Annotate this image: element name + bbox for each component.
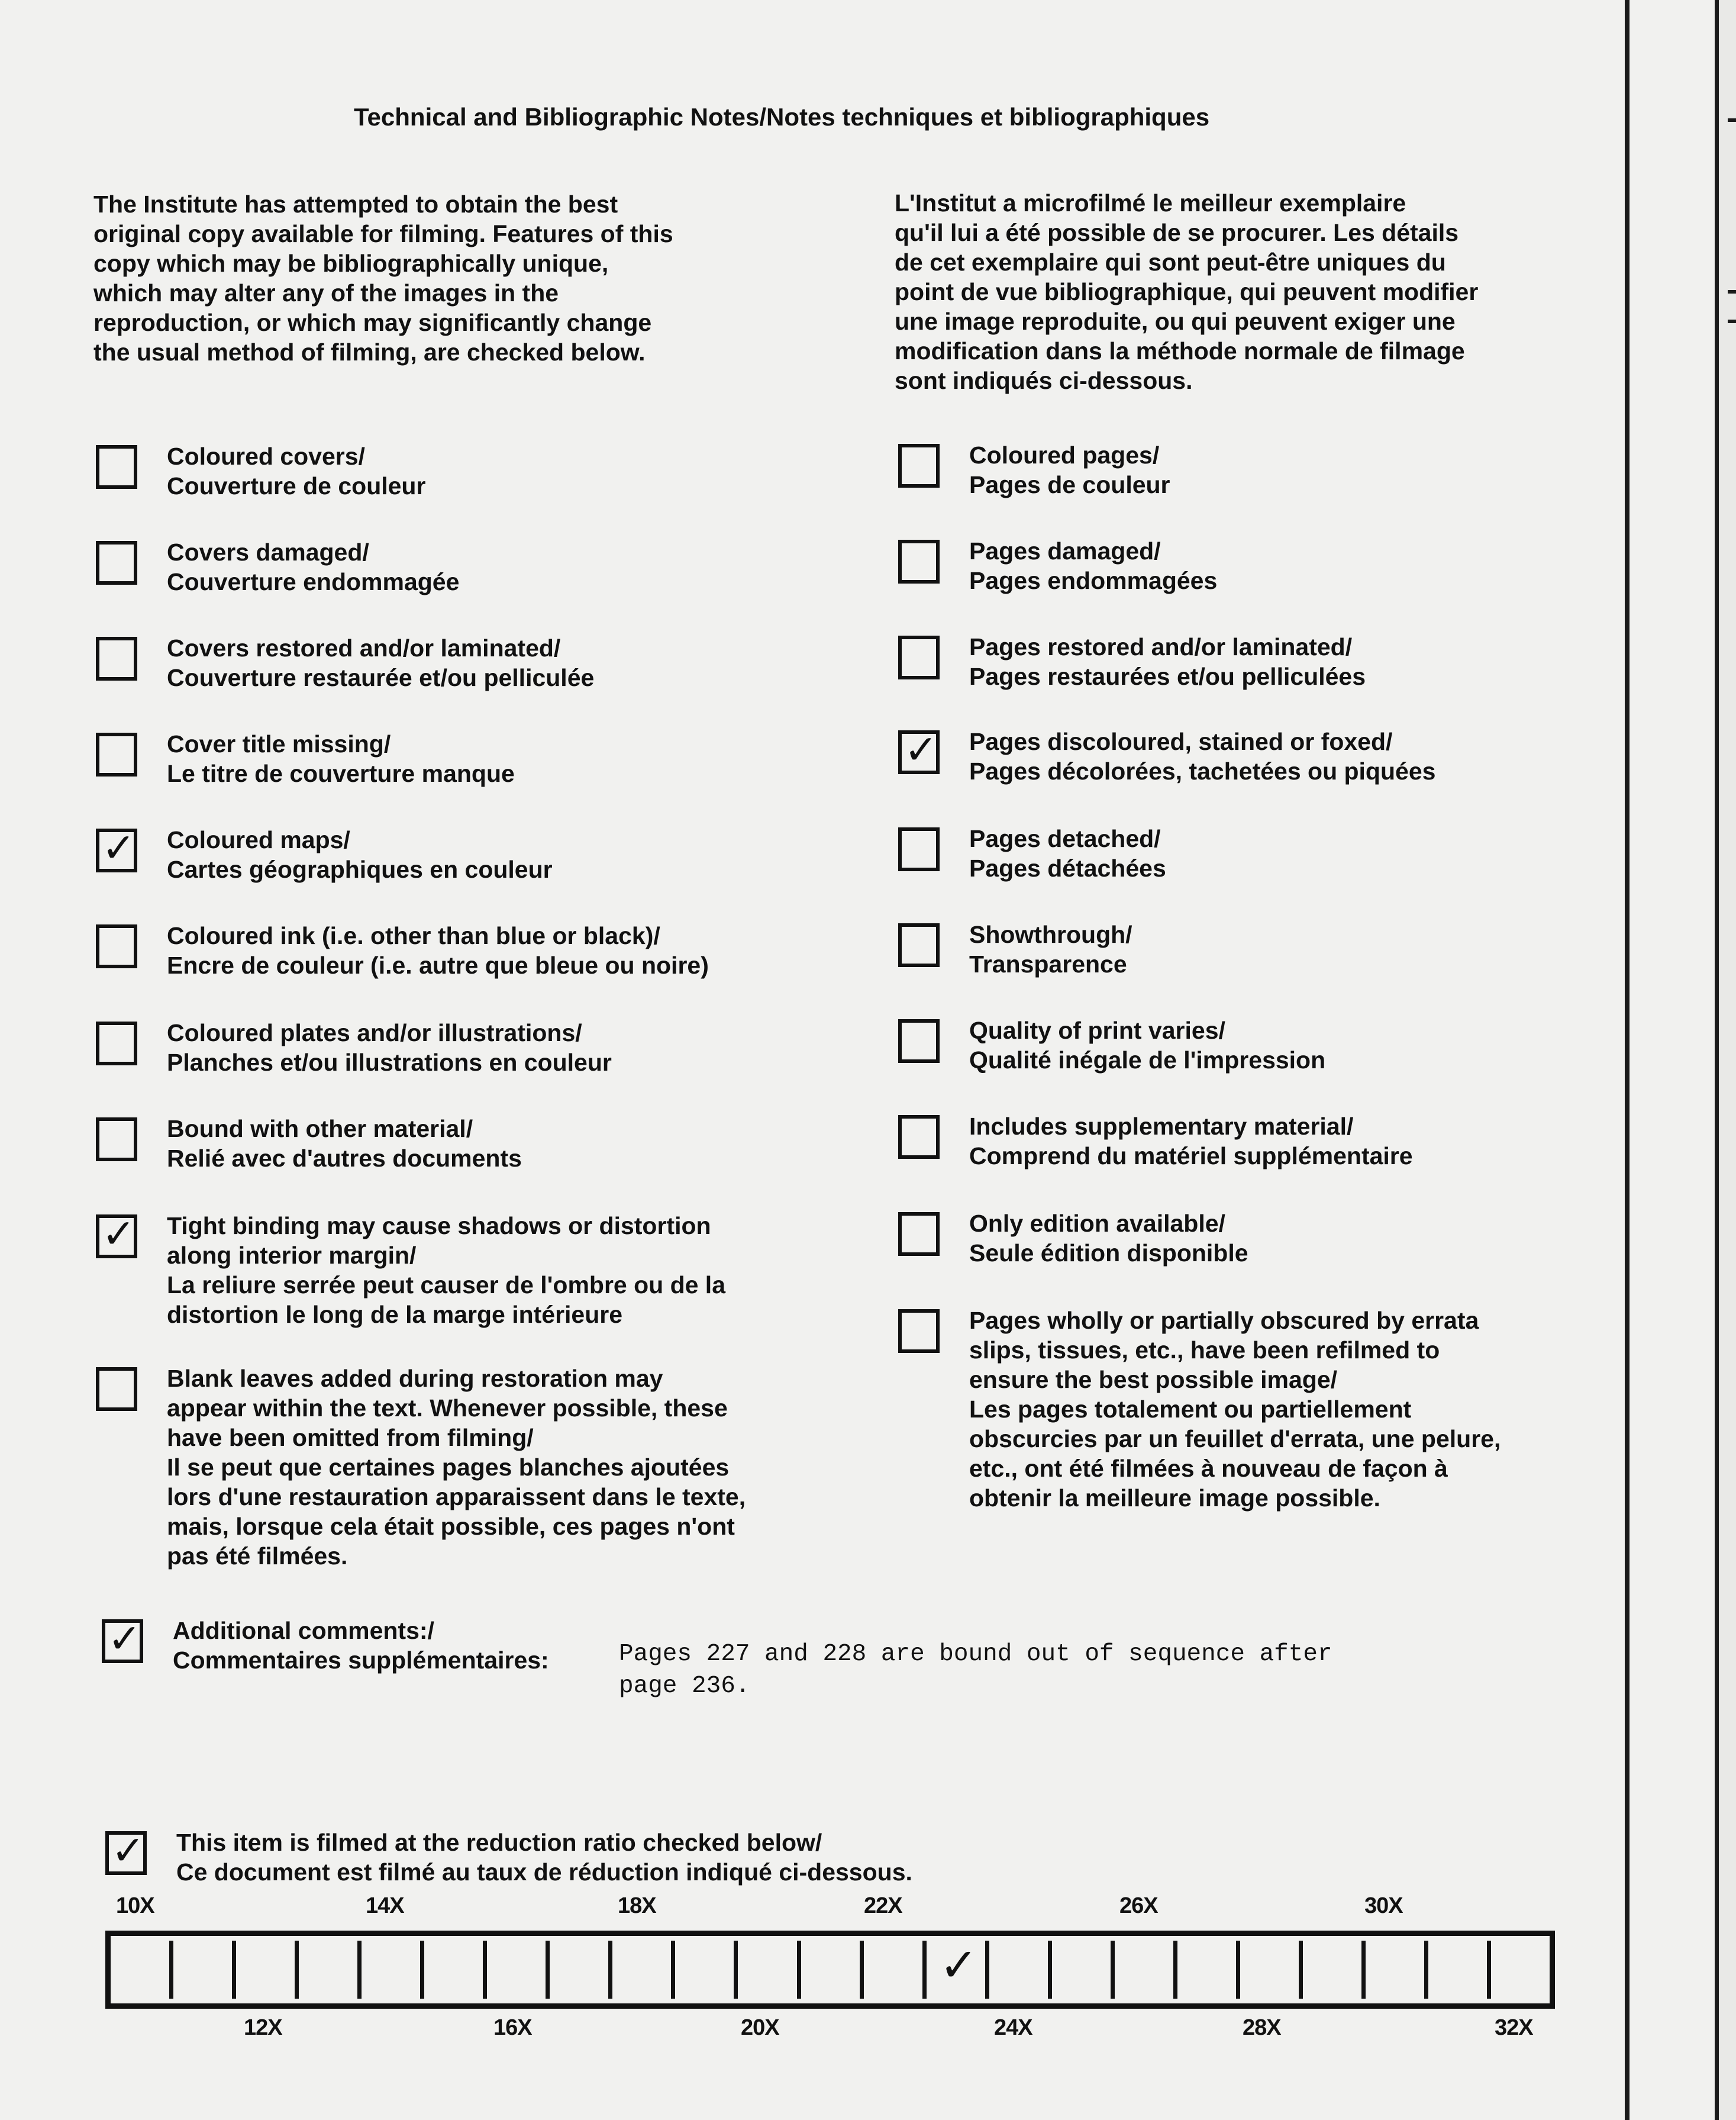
right-checklist-checkbox[interactable] [898,827,940,871]
right-checklist-checkbox[interactable] [898,540,940,584]
reduction-cell[interactable] [546,1941,608,1999]
comments-label: Additional comments:/ Commentaires supplémentaires: [173,1617,549,1674]
reduction-cell[interactable] [169,1941,232,1999]
right-checklist-checkbox[interactable] [898,1115,940,1159]
reduction-cell[interactable] [1048,1941,1111,1999]
left-checklist-checkbox[interactable] [96,1117,137,1161]
ratio-tick-label: 10X [116,1893,154,1918]
reduction-cell[interactable] [734,1941,796,1999]
check-mark-icon: ✓ [108,1616,141,1663]
page-edge-strip [1715,0,1736,2120]
reduction-cell[interactable] [357,1941,420,1999]
intro-english: The Institute has attempted to obtain the best original copy available for filming. Features of this copy which may be bibliographically unique, which may alter any of the images in the reproduction, or which may significantly change the usual method of filming, are checked below. [93,191,673,366]
reduction-cell[interactable] [111,1941,169,1999]
reduction-cell[interactable] [1487,1941,1550,1999]
left-checklist-label: Blank leaves added during restoration may appear within the text. Whenever possible, these have been omitted from filming/ Il se peut que certaines pages blanches ajoutées lors d'une restauration apparaissent dans le texte, mais, lorsque cela était possible, ces pages n'ont pas été filmées. [167,1365,746,1570]
ratio-tick-label: 18X [618,1893,656,1918]
right-checklist-label: Includes supplementary material/ Comprend du matériel supplémentaire [969,1113,1413,1169]
reduction-cell[interactable] [922,1941,985,1999]
left-checklist-checkbox[interactable] [96,445,137,489]
edge-tick [1728,118,1736,122]
left-checklist-label: Coloured maps/ Cartes géographiques en couleur [167,826,553,883]
left-checklist-checkbox[interactable] [96,1022,137,1065]
right-checklist-label: Pages damaged/ Pages endommagées [969,537,1218,594]
ratio-tick-label: 16X [493,2015,532,2040]
check-mark-icon: ✓ [939,1939,978,1992]
reduction-cell[interactable] [797,1941,860,1999]
reduction-cell[interactable] [295,1941,357,1999]
right-checklist-checkbox[interactable] [898,923,940,967]
comments-checkbox[interactable] [102,1616,143,1663]
right-checklist-checkbox[interactable] [898,727,940,774]
right-checklist-label: Only edition available/ Seule édition disponible [969,1210,1248,1267]
reduction-cell[interactable] [232,1941,295,1999]
right-checklist-checkbox[interactable] [898,444,940,488]
right-checklist-label: Pages discoloured, stained or foxed/ Pages décolorées, tachetées ou piquées [969,728,1436,785]
ratio-tick-label: 24X [994,2015,1032,2040]
comments-text: Pages 227 and 228 are bound out of sequence after page 236. [619,1641,1332,1700]
check-mark-icon: ✓ [111,1828,145,1874]
reduction-cell[interactable] [671,1941,734,1999]
reduction-cell[interactable] [1361,1941,1424,1999]
reduction-cell[interactable] [1173,1941,1236,1999]
intro-french: L'Institut a microfilmé le meilleur exemplaire qu'il lui a été possible de se procurer. Les détails de cet exemplaire qui sont peut-être uniques du point de vue bibliographique, qui peuvent modifier une image reproduite, ou qui peuvent exiger une modification dans la méthode normale de filmage sont indiqués ci-dessous. [895,189,1479,394]
reduction-checkbox[interactable] [105,1828,147,1875]
left-checklist-label: Coloured covers/ Couverture de couleur [167,443,426,500]
right-checklist-checkbox[interactable] [898,636,940,679]
left-checklist-checkbox[interactable] [96,825,137,872]
reduction-scale [105,1931,1555,2009]
ratio-tick-label: 14X [366,1893,404,1918]
left-checklist-checkbox[interactable] [96,924,137,968]
left-checklist-label: Bound with other material/ Relié avec d'autres documents [167,1115,522,1172]
reduction-cell[interactable] [1236,1941,1299,1999]
left-checklist-checkbox[interactable] [96,637,137,681]
right-checklist-checkbox[interactable] [898,1309,940,1353]
ratio-tick-label: 12X [244,2015,282,2040]
reduction-cell[interactable] [608,1941,671,1999]
left-checklist-label: Covers damaged/ Couverture endommagée [167,539,460,595]
right-checklist-label: Showthrough/ Transparence [969,921,1132,978]
left-checklist-label: Coloured plates and/or illustrations/ Planches et/ou illustrations en couleur [167,1019,612,1076]
check-mark-icon: ✓ [904,727,938,774]
right-checklist-label: Coloured pages/ Pages de couleur [969,442,1170,498]
edge-tick [1728,320,1736,323]
reduction-cell[interactable] [483,1941,546,1999]
right-checklist-label: Pages wholly or partially obscured by errata slips, tissues, etc., have been refilmed to ensure the best possible image/ Les pages totalement ou partiellement obscurcies par un feuillet d'errata, une pelure, etc., ont été filmées à nouveau de façon à obtenir la meilleure image possible. [969,1307,1501,1512]
left-checklist-label: Tight binding may cause shadows or distortion along interior margin/ La reliure serrée peut causer de l'ombre ou de la distortion le long de la marge intérieure [167,1212,726,1328]
check-mark-icon: ✓ [102,825,135,872]
left-checklist-label: Coloured ink (i.e. other than blue or black)/ Encre de couleur (i.e. autre que bleue ou noire) [167,922,709,979]
left-checklist-checkbox[interactable] [96,1211,137,1258]
reduction-label: This item is filmed at the reduction ratio checked below/ Ce document est filmé au taux de réduction indiqué ci-dessous. [176,1829,912,1886]
ratio-tick-label: 28X [1243,2015,1281,2040]
left-checklist-checkbox[interactable] [96,541,137,585]
page-title: Technical and Bibliographic Notes/Notes techniques et bibliographiques [354,103,1210,131]
reduction-cell[interactable] [420,1941,483,1999]
left-checklist-checkbox[interactable] [96,1367,137,1411]
ratio-tick-label: 30X [1364,1893,1403,1918]
right-checklist-label: Pages detached/ Pages détachées [969,825,1166,882]
right-checklist-label: Pages restored and/or laminated/ Pages restaurées et/ou pelliculées [969,633,1366,690]
check-mark-icon: ✓ [102,1211,135,1258]
ratio-tick-label: 22X [864,1893,902,1918]
right-checklist-checkbox[interactable] [898,1019,940,1063]
right-checklist-checkbox[interactable] [898,1212,940,1256]
ratio-tick-label: 26X [1119,1893,1158,1918]
reduction-cell[interactable] [1111,1941,1173,1999]
left-checklist-label: Covers restored and/or laminated/ Couverture restaurée et/ou pelliculée [167,634,595,691]
reduction-cell[interactable] [860,1941,922,1999]
reduction-cell[interactable] [1299,1941,1361,1999]
ratio-tick-label: 20X [741,2015,779,2040]
edge-tick [1728,290,1736,294]
reduction-cell[interactable] [1424,1941,1487,1999]
left-checklist-label: Cover title missing/ Le titre de couverture manque [167,730,515,787]
left-checklist-checkbox[interactable] [96,733,137,777]
right-checklist-label: Quality of print varies/ Qualité inégale de l'impression [969,1017,1326,1074]
ratio-tick-label: 32X [1495,2015,1533,2040]
reduction-cell[interactable] [985,1941,1048,1999]
